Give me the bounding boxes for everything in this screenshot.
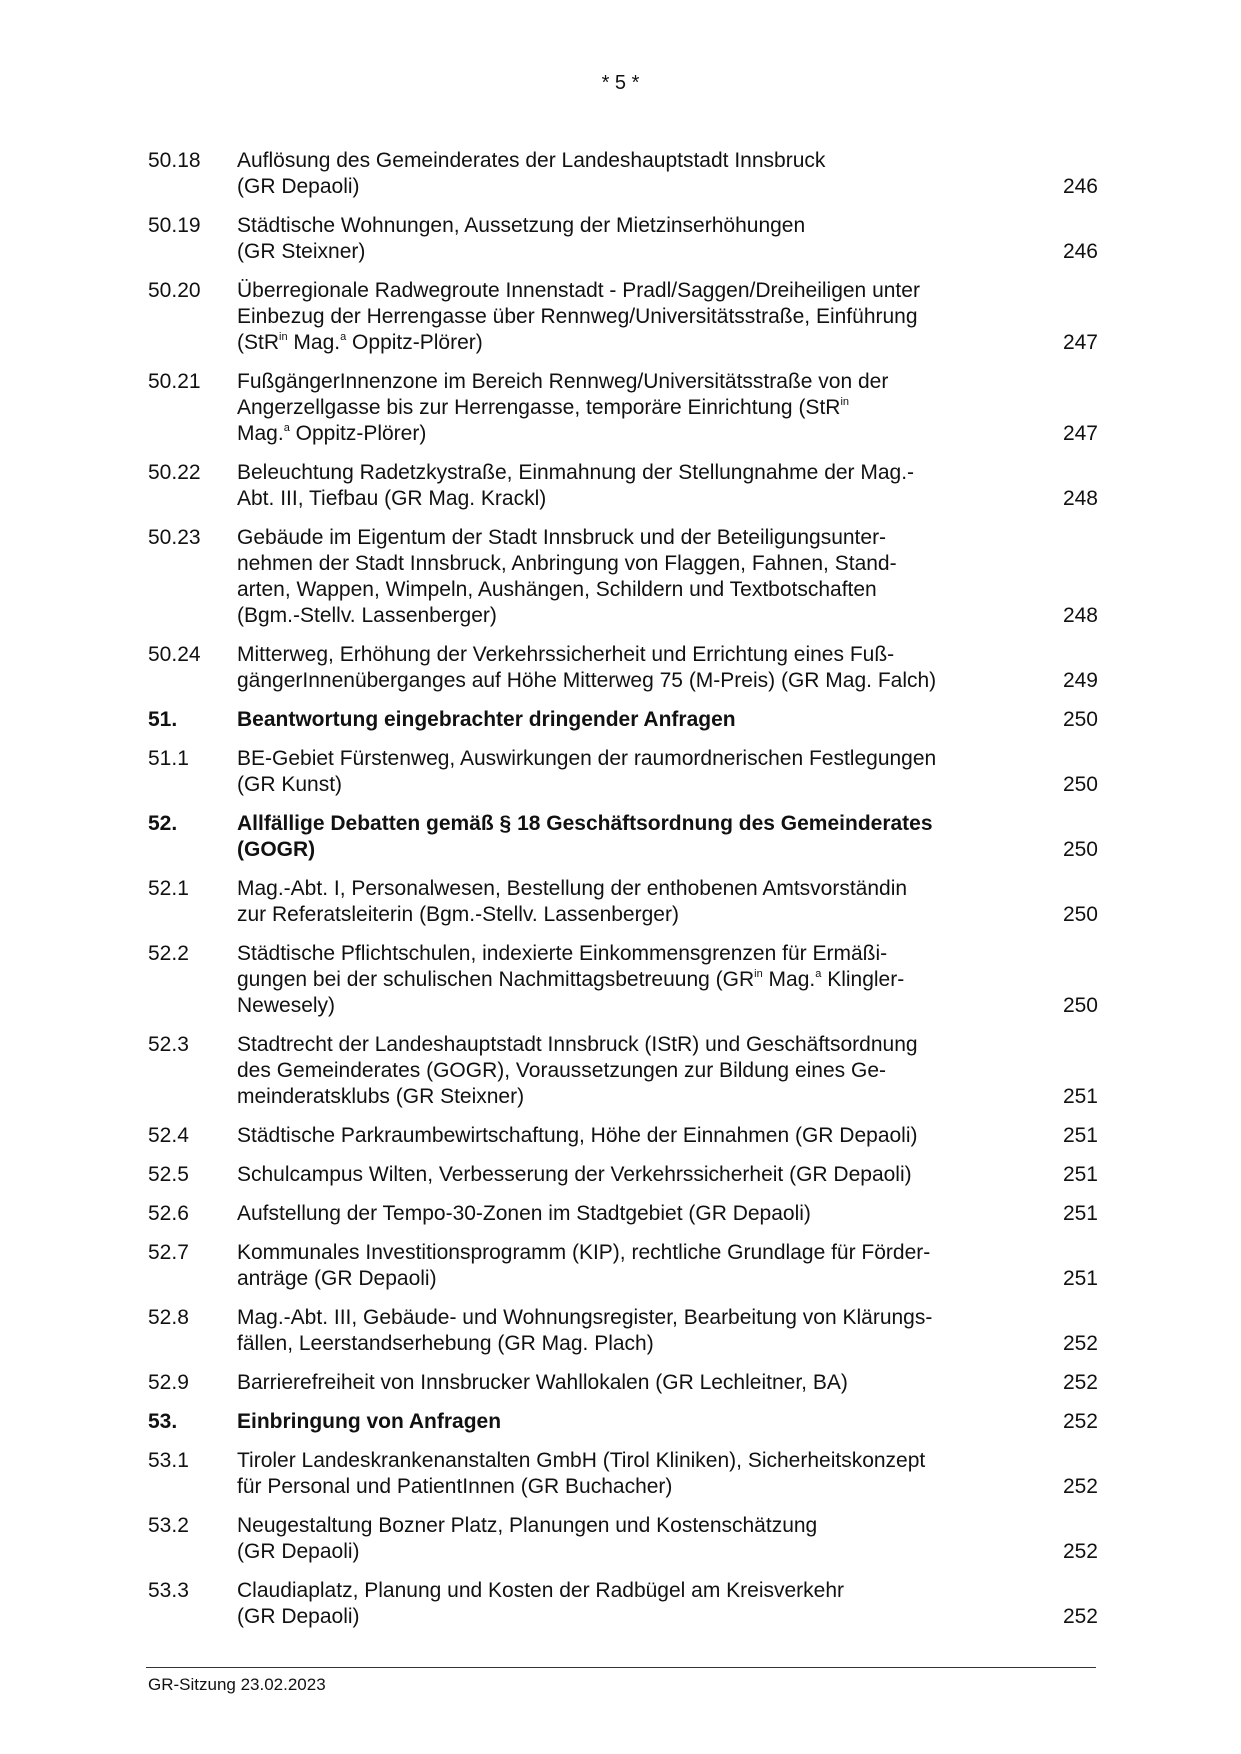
entry-title-line: (StR$^{in}$ Mag.$^a$ Oppitz-Plörer) xyxy=(237,331,483,354)
entry-title-line: (GR Kunst) xyxy=(237,773,343,796)
entry-number: 50.21 xyxy=(148,370,201,393)
entry-title xyxy=(237,1032,1027,1110)
entry-title-line: Kommunales Investitionsprogramm (KIP), rechtliche Grundlage für Förder- xyxy=(237,1241,931,1264)
toc-entry xyxy=(148,525,1098,629)
entry-title xyxy=(237,1162,1027,1188)
entry-title-line: Barrierefreiheit von Innsbrucker Wahllokalen (GR Lechleitner, BA) xyxy=(237,1371,848,1394)
toc-entry xyxy=(148,1123,1098,1149)
entry-title-line: fällen, Leerstandserhebung (GR Mag. Plach) xyxy=(237,1332,654,1355)
entry-number: 52.1 xyxy=(148,877,189,900)
entry-title xyxy=(237,369,1027,447)
entry-title-line: Schulcampus Wilten, Verbesserung der Verkehrssicherheit (GR Depaoli) xyxy=(237,1163,912,1186)
footer-divider xyxy=(146,1667,1096,1668)
entry-title xyxy=(237,876,1027,928)
table-of-contents xyxy=(148,148,1098,1643)
entry-page-number: 252 xyxy=(1062,1410,1098,1433)
entry-number: 51. xyxy=(148,708,178,731)
entry-title xyxy=(237,1305,1027,1357)
entry-title-line: Städtische Parkraumbewirtschaftung, Höhe der Einnahmen (GR Depaoli) xyxy=(237,1124,918,1147)
entry-number: 50.19 xyxy=(148,214,201,237)
entry-number: 52.7 xyxy=(148,1241,189,1264)
entry-title xyxy=(237,642,1027,694)
entry-number: 52.6 xyxy=(148,1202,189,1225)
entry-title-line: meinderatsklubs (GR Steixner) xyxy=(237,1085,525,1108)
entry-title-line: anträge (GR Depaoli) xyxy=(237,1267,437,1290)
entry-page-number: 250 xyxy=(1062,773,1098,796)
toc-entry xyxy=(148,746,1098,798)
entry-page-number: 249 xyxy=(1062,669,1098,692)
entry-title-line: FußgängerInnenzone im Bereich Rennweg/Universitätsstraße von der xyxy=(237,370,889,393)
entry-title-line: Allfällige Debatten gemäß § 18 Geschäftsordnung des Gemeinderates xyxy=(237,812,933,835)
entry-page-number: 247 xyxy=(1062,331,1098,354)
toc-entry xyxy=(148,1240,1098,1292)
entry-title-line: Städtische Pflichtschulen, indexierte Einkommensgrenzen für Ermäßi- xyxy=(237,942,888,965)
entry-title-line: nehmen der Stadt Innsbruck, Anbringung von Flaggen, Fahnen, Stand- xyxy=(237,552,897,575)
toc-entry xyxy=(148,148,1098,200)
toc-entry xyxy=(148,278,1098,356)
superscript: in xyxy=(279,331,288,343)
toc-entry xyxy=(148,1032,1098,1110)
entry-title-line: (GOGR) xyxy=(237,838,316,861)
entry-title-line: Einbezug der Herrengasse über Rennweg/Universitätsstraße, Einführung xyxy=(237,305,918,328)
entry-page-number: 250 xyxy=(1062,838,1098,861)
toc-entry xyxy=(148,642,1098,694)
entry-title xyxy=(237,213,1027,265)
entry-title xyxy=(237,1409,1027,1435)
entry-title-line: Abt. III, Tiefbau (GR Mag. Krackl) xyxy=(237,487,547,510)
entry-title-line: Stadtrecht der Landeshauptstadt Innsbruck (IStR) und Geschäftsordnung xyxy=(237,1033,918,1056)
entry-page-number: 246 xyxy=(1062,175,1098,198)
entry-page-number: 250 xyxy=(1062,994,1098,1017)
entry-page-number: 252 xyxy=(1062,1605,1098,1628)
entry-title-line: Städtische Wohnungen, Aussetzung der Mietzinserhöhungen xyxy=(237,214,806,237)
entry-title-line: (GR Depaoli) xyxy=(237,1605,360,1628)
toc-section-heading xyxy=(148,1409,1098,1435)
page-number: * 5 * xyxy=(601,72,640,94)
entry-page-number: 251 xyxy=(1062,1267,1098,1290)
entry-title-line: Aufstellung der Tempo-30-Zonen im Stadtgebiet (GR Depaoli) xyxy=(237,1202,811,1225)
superscript: a xyxy=(283,422,290,434)
entry-page-number: 251 xyxy=(1062,1124,1098,1147)
entry-title-line: Mag.$^a$ Oppitz-Plörer) xyxy=(237,422,427,445)
entry-title-line: Gebäude im Eigentum der Stadt Innsbruck und der Beteiligungsunter- xyxy=(237,526,887,549)
entry-title-line: Neugestaltung Bozner Platz, Planungen und Kostenschätzung xyxy=(237,1514,818,1537)
toc-section-heading xyxy=(148,707,1098,733)
toc-entry xyxy=(148,1162,1098,1188)
superscript: a xyxy=(815,968,822,980)
entry-page-number: 252 xyxy=(1062,1475,1098,1498)
entry-page-number: 252 xyxy=(1062,1371,1098,1394)
toc-entry xyxy=(148,1305,1098,1357)
entry-title-line: Newesely) xyxy=(237,994,336,1017)
toc-entry xyxy=(148,1370,1098,1396)
entry-page-number: 251 xyxy=(1062,1085,1098,1108)
entry-title-line: (GR Depaoli) xyxy=(237,175,360,198)
entry-title-line: Einbringung von Anfragen xyxy=(237,1410,502,1433)
toc-entry xyxy=(148,1201,1098,1227)
entry-title xyxy=(237,1201,1027,1227)
entry-number: 52.8 xyxy=(148,1306,189,1329)
entry-title-line: (GR Steixner) xyxy=(237,240,366,263)
toc-entry xyxy=(148,460,1098,512)
entry-title-line: des Gemeinderates (GOGR), Voraussetzungen zur Bildung eines Ge- xyxy=(237,1059,886,1082)
toc-entry xyxy=(148,941,1098,1019)
toc-entry xyxy=(148,1578,1098,1630)
toc-entry xyxy=(148,369,1098,447)
entry-title xyxy=(237,746,1027,798)
entry-page-number: 251 xyxy=(1062,1163,1098,1186)
entry-number: 53.1 xyxy=(148,1449,189,1472)
entry-title-line: (Bgm.-Stellv. Lassenberger) xyxy=(237,604,497,627)
entry-title-line: gungen bei der schulischen Nachmittagsbetreuung ($GR^{in}$ Mag.$^a$ Klingler- xyxy=(237,968,905,991)
entry-number: 52.9 xyxy=(148,1371,189,1394)
entry-number: 50.24 xyxy=(148,643,201,666)
entry-title-line: gängerInnenüberganges auf Höhe Mitterweg 75 (M-Preis) (GR Mag. Falch) xyxy=(237,669,937,692)
entry-title-line: Beleuchtung Radetzkystraße, Einmahnung der Stellungnahme der Mag.- xyxy=(237,461,915,484)
entry-title xyxy=(237,148,1027,200)
footer-text: GR-Sitzung 23.02.2023 xyxy=(148,1675,326,1694)
entry-number: 52.3 xyxy=(148,1033,189,1056)
entry-number: 52.4 xyxy=(148,1124,189,1147)
entry-page-number: 246 xyxy=(1062,240,1098,263)
entry-number: 50.22 xyxy=(148,461,201,484)
entry-title-line: Tiroler Landeskrankenanstalten GmbH (Tirol Kliniken), Sicherheitskonzept xyxy=(237,1449,926,1472)
entry-title xyxy=(237,278,1027,356)
entry-title-line: BE-Gebiet Fürstenweg, Auswirkungen der raumordnerischen Festlegungen xyxy=(237,747,937,770)
entry-title-line: für Personal und PatientInnen (GR Buchacher) xyxy=(237,1475,673,1498)
entry-title xyxy=(237,707,1027,733)
entry-number: 52.5 xyxy=(148,1163,189,1186)
entry-title-line: Angerzellgasse bis zur Herrengasse, temporäre Einrichtung (StR$^{in}$ xyxy=(237,396,850,419)
entry-page-number: 252 xyxy=(1062,1540,1098,1563)
entry-title-line: Beantwortung eingebrachter dringender Anfragen xyxy=(237,708,736,731)
entry-title xyxy=(237,941,1027,1019)
superscript: in xyxy=(840,396,850,408)
entry-title-line: (GR Depaoli) xyxy=(237,1540,360,1563)
entry-title-line: Überregionale Radwegroute Innenstadt - Pradl/Saggen/Dreiheiligen unter xyxy=(237,279,920,302)
entry-page-number: 247 xyxy=(1062,422,1098,445)
entry-page-number: 250 xyxy=(1062,708,1098,731)
entry-page-number: 252 xyxy=(1062,1332,1098,1355)
entry-number: 52.2 xyxy=(148,942,189,965)
entry-number: 50.20 xyxy=(148,279,201,302)
entry-number: 53. xyxy=(148,1410,178,1433)
entry-page-number: 251 xyxy=(1062,1202,1098,1225)
toc-entry xyxy=(148,213,1098,265)
entry-number: 51.1 xyxy=(148,747,189,770)
entry-title-line: Mag.-Abt. III, Gebäude- und Wohnungsregister, Bearbeitung von Klärungs- xyxy=(237,1306,933,1329)
entry-title-line: Auflösung des Gemeinderates der Landeshauptstadt Innsbruck xyxy=(237,149,826,172)
entry-title-line: Mitterweg, Erhöhung der Verkehrssicherheit und Errichtung eines Fuß- xyxy=(237,643,895,666)
entry-title xyxy=(237,1240,1027,1292)
toc-entry xyxy=(148,1448,1098,1500)
entry-title xyxy=(237,1578,1027,1630)
entry-title xyxy=(237,1448,1027,1500)
entry-title xyxy=(237,1513,1027,1565)
entry-page-number: 248 xyxy=(1062,487,1098,510)
toc-section-heading xyxy=(148,811,1098,863)
entry-number: 50.18 xyxy=(148,149,201,172)
entry-title xyxy=(237,1123,1027,1149)
entry-number: 53.3 xyxy=(148,1579,189,1602)
toc-entry xyxy=(148,876,1098,928)
entry-page-number: 250 xyxy=(1062,903,1098,926)
entry-title xyxy=(237,811,1027,863)
superscript: in xyxy=(754,968,763,980)
entry-number: 53.2 xyxy=(148,1514,189,1537)
toc-entry xyxy=(148,1513,1098,1565)
entry-title-line: zur Referatsleiterin (Bgm.-Stellv. Lassenberger) xyxy=(237,903,679,926)
entry-title-line: Mag.-Abt. I, Personalwesen, Bestellung der enthobenen Amtsvorständin xyxy=(237,877,908,900)
entry-title xyxy=(237,1370,1027,1396)
entry-number: 50.23 xyxy=(148,526,201,549)
entry-title-line: Claudiaplatz, Planung und Kosten der Radbügel am Kreisverkehr xyxy=(237,1579,845,1602)
entry-title-line: arten, Wappen, Wimpeln, Aushängen, Schildern und Textbotschaften xyxy=(237,578,877,601)
entry-page-number: 248 xyxy=(1062,604,1098,627)
entry-title xyxy=(237,460,1027,512)
superscript: a xyxy=(340,331,347,343)
entry-title xyxy=(237,525,1027,629)
entry-number: 52. xyxy=(148,812,178,835)
